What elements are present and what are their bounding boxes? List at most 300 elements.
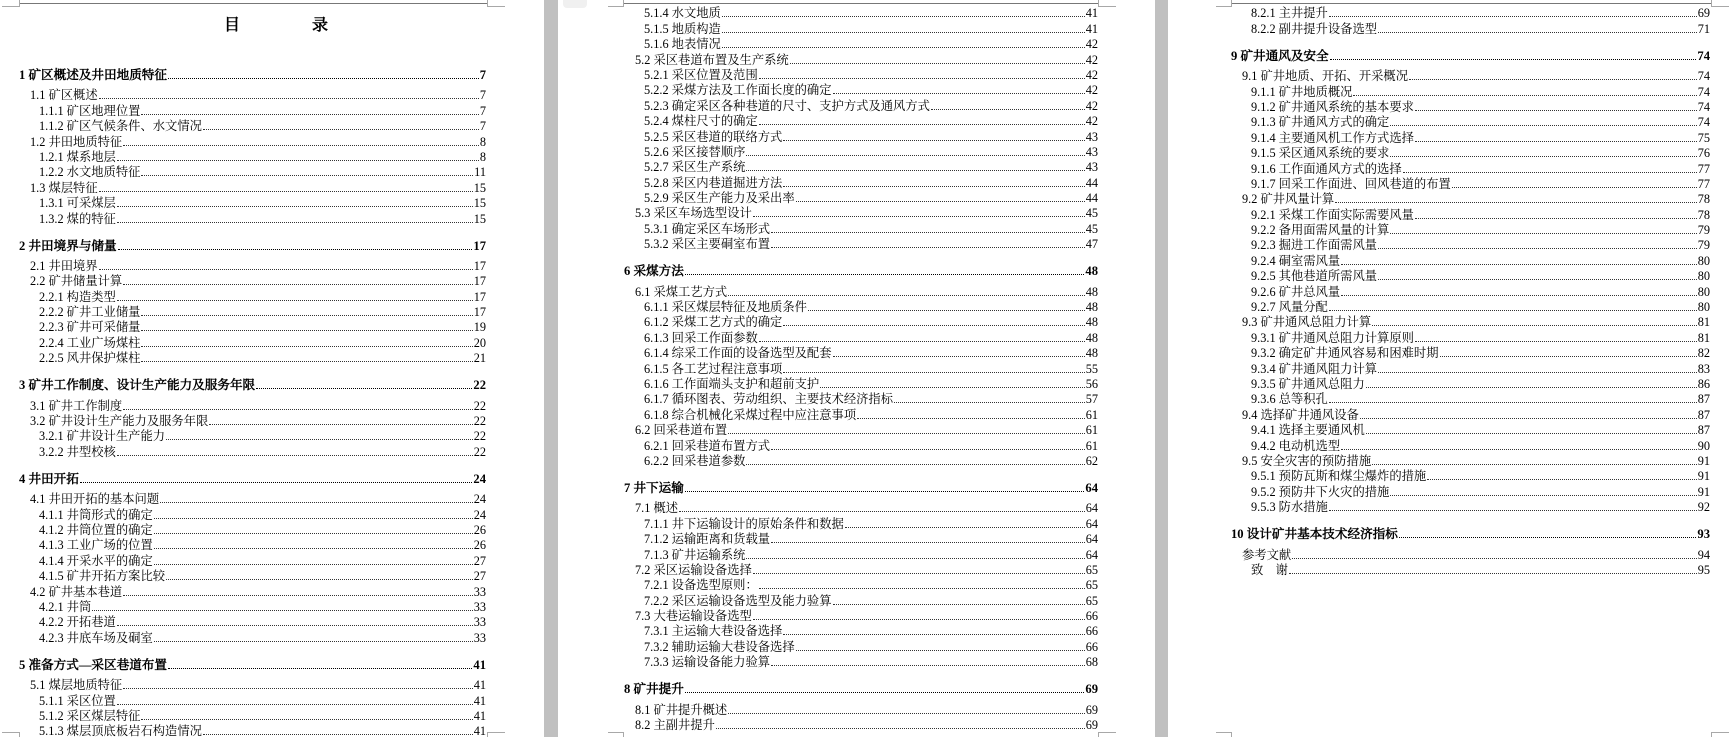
corner-mark: [487, 732, 505, 733]
toc-entry-title: 4.2.1 井筒: [39, 599, 92, 614]
dot-leader: [722, 32, 1085, 33]
toc-subsection-entry[interactable]: [624, 315, 1098, 330]
toc-page-number: 91: [1697, 484, 1710, 499]
toc-page-number: 43: [1085, 129, 1098, 144]
toc-entry-title: 6.1 采煤工艺方式: [635, 284, 728, 299]
dot-leader: [1415, 218, 1697, 219]
dot-leader: [141, 315, 472, 316]
dot-leader: [1415, 341, 1697, 342]
toc-page-number: 74: [1697, 115, 1710, 130]
toc-section-entry[interactable]: [1231, 192, 1710, 207]
dot-leader: [746, 464, 1084, 465]
toc-entry-title: 5.2 采区巷道布置及生产系统: [635, 52, 789, 67]
dot-leader: [160, 502, 473, 503]
toc-subsection-entry[interactable]: [1231, 146, 1710, 161]
dot-leader: [728, 713, 1084, 714]
toc-page-number: 17: [473, 258, 486, 273]
toc-subsection-entry[interactable]: [19, 709, 486, 724]
toc-subsection-entry[interactable]: [1231, 423, 1710, 438]
dot-leader: [679, 511, 1085, 512]
dot-leader: [118, 249, 473, 250]
toc-page-number: 33: [473, 599, 486, 614]
dot-leader: [746, 170, 1084, 171]
toc-subsection-entry[interactable]: [19, 615, 486, 630]
toc-entry-title: 4.1 井田开拓的基本问题: [30, 492, 160, 507]
toc-page-number: 22: [473, 429, 486, 444]
toc-section-entry[interactable]: [19, 180, 486, 195]
dot-leader: [123, 284, 472, 285]
dot-leader: [746, 558, 1084, 559]
toc-entry-title: 2.2.5 风井保护煤柱: [39, 351, 141, 366]
toc-subsection-entry[interactable]: [19, 211, 486, 226]
toc-entry-title: 9 矿井通风及安全: [1231, 48, 1329, 63]
toc-section-entry[interactable]: [19, 88, 486, 103]
toc-subsection-entry[interactable]: [624, 547, 1098, 562]
toc-subsection-entry[interactable]: [1231, 115, 1710, 130]
toc-subsection-entry[interactable]: [624, 532, 1098, 547]
toc-page-number: 41: [1085, 21, 1098, 36]
dot-leader: [783, 186, 1084, 187]
toc-subsection-entry[interactable]: [19, 553, 486, 568]
toc-page-number: 48: [1085, 330, 1098, 345]
toc-chapter-entry[interactable]: [19, 466, 486, 487]
toc-entry-title: 5.2.2 采煤方法及工作面长度的确定: [644, 83, 832, 98]
toc-section-entry[interactable]: [624, 423, 1098, 438]
toc-subsection-entry[interactable]: [1231, 284, 1710, 299]
dot-leader: [790, 63, 1085, 64]
toc-subsection-entry[interactable]: [19, 103, 486, 118]
toc-subsection-entry[interactable]: [624, 114, 1098, 129]
toc-entry-title: 7.3.1 主运输大巷设备选择: [644, 624, 783, 639]
dot-leader: [1390, 156, 1696, 157]
toc-section-entry[interactable]: [1231, 69, 1710, 84]
toc-page-number: 43: [1085, 160, 1098, 175]
toc-entry-title: 5.1.2 采区煤层特征: [39, 708, 141, 723]
dot-leader: [141, 175, 473, 176]
toc-page-number: 33: [473, 584, 486, 599]
toc-subsection-entry[interactable]: [624, 175, 1098, 190]
dot-leader: [833, 604, 1085, 605]
toc-subsection-entry[interactable]: [19, 507, 486, 522]
toc-chapter-entry[interactable]: [19, 372, 486, 393]
toc-section-entry[interactable]: [19, 678, 486, 693]
dot-leader: [771, 247, 1085, 248]
toc-page-number: 15: [473, 180, 486, 195]
toc-page-number: 11: [474, 165, 486, 180]
toc-section-entry[interactable]: [19, 492, 486, 507]
toc-subsection-entry[interactable]: [624, 639, 1098, 654]
dot-leader: [1440, 356, 1697, 357]
toc-subsection-entry[interactable]: [624, 6, 1098, 21]
toc-entry-title: 5.2.4 煤柱尺寸的确定: [644, 114, 758, 129]
toc-entry-title: 9.2.6 矿井总风量: [1251, 284, 1341, 299]
toc-entry-title: 5.1.3 煤层顶底板岩石构造情况: [39, 724, 202, 737]
dot-leader: [1292, 558, 1697, 559]
dot-leader: [1360, 418, 1697, 419]
toc-subsection-entry[interactable]: [1231, 392, 1710, 407]
dot-leader: [1403, 172, 1697, 173]
dot-leader: [783, 634, 1084, 635]
toc-subsection-entry[interactable]: [624, 438, 1098, 453]
toc-page-number: 69: [1085, 682, 1098, 697]
toc-chapter-entry[interactable]: [19, 652, 486, 673]
toc-subsection-entry[interactable]: [19, 351, 486, 366]
toc-section-entry[interactable]: [1231, 454, 1710, 469]
dot-leader: [1329, 16, 1697, 17]
toc-subsection-entry[interactable]: [624, 83, 1098, 98]
toc-page-number: 41: [473, 724, 486, 737]
toc-subsection-entry[interactable]: [1231, 238, 1710, 253]
toc-subsection-entry[interactable]: [1231, 269, 1710, 284]
dot-leader: [771, 232, 1085, 233]
toc-subsection-entry[interactable]: [1231, 130, 1710, 145]
toc-subsection-entry[interactable]: [624, 68, 1098, 83]
toc-subsection-entry[interactable]: [1231, 207, 1710, 222]
dot-leader: [685, 692, 1085, 693]
toc-entry-title: 1 矿区概述及井田地质特征: [19, 68, 167, 82]
toc-section-entry[interactable]: [19, 259, 486, 274]
toc-page-number: 42: [1085, 52, 1098, 67]
dot-leader: [759, 588, 1085, 589]
toc-subsection-entry[interactable]: [624, 129, 1098, 144]
dot-leader: [1390, 233, 1696, 234]
toc-page-number: 42: [1085, 37, 1098, 52]
toc-subsection-entry[interactable]: [624, 191, 1098, 206]
dot-leader: [1289, 573, 1697, 574]
dot-leader: [716, 728, 1085, 729]
toc-subsection-entry[interactable]: [624, 237, 1098, 252]
toc-section-entry[interactable]: [19, 414, 486, 429]
toc-entry-title: 5.1.5 地质构造: [644, 21, 721, 36]
page-scroll-button[interactable]: [563, 0, 587, 8]
toc-page-number: 41: [473, 708, 486, 723]
toc-entry-title: 9.2.5 其他巷道所需风量: [1251, 269, 1378, 284]
toc-entry-title: 8.1 矿井提升概述: [635, 702, 728, 717]
toc-entry-title: 7.2.2 采区运输设备选型及能力验算: [644, 593, 832, 608]
toc-subsection-entry[interactable]: [624, 516, 1098, 531]
toc-page-number: 48: [1085, 284, 1098, 299]
toc-page-number: 80: [1697, 300, 1710, 315]
toc-page-number: 41: [1085, 6, 1098, 21]
dot-leader: [1415, 141, 1697, 142]
toc-page-number: 64: [1085, 532, 1098, 547]
toc-entry-title: 9.2.4 硐室需风量: [1251, 253, 1341, 268]
toc-entry-title: 1.2 井田地质特征: [30, 134, 123, 149]
dot-leader: [1378, 372, 1697, 373]
toc-subsection-entry[interactable]: [1231, 21, 1710, 36]
dot-leader: [99, 191, 473, 192]
toc-chapter-entry[interactable]: [624, 475, 1098, 496]
toc-entry-title: 6.1.2 采煤工艺方式的确定: [644, 315, 783, 330]
toc-section-entry[interactable]: [19, 398, 486, 413]
toc-page-number: 90: [1697, 438, 1710, 453]
toc-subsection-entry[interactable]: [1231, 438, 1710, 453]
toc-page-number: 41: [473, 657, 486, 672]
toc-subsection-entry[interactable]: [19, 523, 486, 538]
toc-section-entry[interactable]: [1231, 315, 1710, 330]
toc-page-number: 65: [1085, 578, 1098, 593]
toc-subsection-entry[interactable]: [19, 693, 486, 708]
dot-leader: [1390, 495, 1696, 496]
toc-chapter-entry[interactable]: [19, 62, 486, 83]
toc-page-number: 15: [473, 211, 486, 226]
dot-leader: [99, 98, 479, 99]
toc-subsection-entry[interactable]: [19, 630, 486, 645]
toc-subsection-entry[interactable]: [624, 37, 1098, 52]
toc-chapter-entry[interactable]: [1231, 43, 1710, 64]
toc-section-entry[interactable]: [624, 718, 1098, 733]
toc-page-number: 77: [1697, 161, 1710, 176]
toc-subsection-entry[interactable]: [1231, 6, 1710, 21]
toc-page-number: 66: [1085, 609, 1098, 624]
dot-leader: [931, 109, 1085, 110]
toc-section-entry[interactable]: [624, 609, 1098, 624]
toc-subsection-entry[interactable]: [19, 150, 486, 165]
toc-entry-title: 5.2.7 采区生产系统: [644, 160, 746, 175]
toc-page-number: 74: [1697, 48, 1710, 63]
toc-subsection-entry[interactable]: [624, 361, 1098, 376]
toc-section-entry[interactable]: [624, 501, 1098, 516]
toc-entry-title: 9.5 安全灾害的预防措施: [1242, 453, 1372, 468]
toc-subsection-entry[interactable]: [624, 98, 1098, 113]
dot-leader: [783, 140, 1084, 141]
toc-page-number: 42: [1085, 67, 1098, 82]
toc-subsection-entry[interactable]: [1231, 177, 1710, 192]
toc-entry-title: 2 井田境界与储量: [19, 238, 117, 253]
corner-mark: [1216, 732, 1232, 733]
toc-subsection-entry[interactable]: [624, 624, 1098, 639]
toc-subsection-entry[interactable]: [624, 578, 1098, 593]
toc-title: 目 录: [224, 15, 357, 34]
toc-page-number: 86: [1697, 376, 1710, 391]
toc-page-number: 26: [473, 538, 486, 553]
dot-leader: [154, 548, 473, 549]
toc-section-entry[interactable]: [1231, 547, 1710, 562]
toc-page-number: 8: [479, 134, 486, 149]
toc-section-entry[interactable]: [1231, 407, 1710, 422]
toc-subsection-entry[interactable]: [1231, 346, 1710, 361]
dot-leader: [722, 47, 1085, 48]
toc-page-number: 74: [1697, 99, 1710, 114]
toc-entry-title: 7.3 大巷运输设备选型: [635, 609, 752, 624]
toc-subsection-entry[interactable]: [1231, 361, 1710, 376]
toc-entry-title: 7.3.2 辅助运输大巷设备选择: [644, 639, 795, 654]
corner-mark: [1711, 732, 1729, 733]
toc-subsection-entry[interactable]: [19, 724, 486, 737]
toc-page-number: 7: [479, 68, 486, 82]
toc-subsection-entry[interactable]: [1231, 223, 1710, 238]
toc-page-number: 17: [473, 289, 486, 304]
toc-page-number: 41: [473, 678, 486, 693]
dot-leader: [833, 93, 1085, 94]
corner-mark: [1098, 732, 1116, 733]
toc-page-number: 24: [473, 492, 486, 507]
dot-leader: [117, 160, 479, 161]
toc-page-number: 22: [473, 414, 486, 429]
toc-subsection-entry[interactable]: [1231, 253, 1710, 268]
toc-subsection-entry[interactable]: [1231, 100, 1710, 115]
toc-entry-title: 2.2.2 矿井工业储量: [39, 305, 141, 320]
toc-page-number: 44: [1085, 191, 1098, 206]
toc-entry-title: 4.2.3 井底车场及硐室: [39, 630, 153, 645]
toc-subsection-entry[interactable]: [624, 392, 1098, 407]
toc-section-entry[interactable]: [624, 284, 1098, 299]
toc-entry-title: 5.2.5 采区巷道的联络方式: [644, 129, 783, 144]
dot-leader: [1366, 387, 1697, 388]
toc-entry-title: 5.1.6 地表情况: [644, 37, 721, 52]
toc-list: [624, 6, 1098, 733]
toc-entry-title: 4.1.5 矿井开拓方案比较: [39, 569, 166, 584]
toc-subsection-entry[interactable]: [19, 289, 486, 304]
toc-subsection-entry[interactable]: [624, 655, 1098, 670]
toc-subsection-entry[interactable]: [1231, 484, 1710, 499]
dot-leader: [154, 641, 473, 642]
toc-page-number: 80: [1697, 284, 1710, 299]
toc-section-entry[interactable]: [624, 702, 1098, 717]
toc-subsection-entry[interactable]: [1231, 500, 1710, 515]
toc-subsection-entry[interactable]: [624, 330, 1098, 345]
toc-section-entry[interactable]: [19, 584, 486, 599]
toc-page-number: 92: [1697, 500, 1710, 515]
toc-page-number: 62: [1085, 453, 1098, 468]
toc-chapter-entry[interactable]: [624, 258, 1098, 279]
toc-entry-title: 6.1.1 采区煤层特征及地质条件: [644, 300, 807, 315]
toc-section-entry[interactable]: [19, 274, 486, 289]
toc-page-number: 27: [473, 553, 486, 568]
toc-entry-title: 7.1 概述: [635, 501, 679, 516]
header-rule: [1232, 3, 1711, 4]
toc-subsection-entry[interactable]: [1231, 563, 1710, 578]
toc-entry-title: 9.1.3 矿井通风方式的确定: [1251, 115, 1390, 130]
toc-page-number: 64: [1085, 480, 1098, 495]
dot-leader: [209, 424, 472, 425]
toc-subsection-entry[interactable]: [624, 221, 1098, 236]
toc-subsection-entry[interactable]: [624, 21, 1098, 36]
toc-subsection-entry[interactable]: [19, 165, 486, 180]
toc-entry-title: 6.2.2 回采巷道参数: [644, 453, 746, 468]
dot-leader: [857, 418, 1085, 419]
toc-page-number: 64: [1085, 547, 1098, 562]
dot-leader: [833, 356, 1085, 357]
toc-subsection-entry[interactable]: [1231, 469, 1710, 484]
toc-entry-title: 3.1 矿井工作制度: [30, 398, 123, 413]
toc-page-number: 15: [473, 196, 486, 211]
toc-entry-title: 9.3.6 总等积孔: [1251, 392, 1328, 407]
dot-leader: [1409, 79, 1697, 80]
toc-subsection-entry[interactable]: [624, 593, 1098, 608]
dot-leader: [141, 719, 472, 720]
toc-page-number: 69: [1085, 702, 1098, 717]
toc-subsection-entry[interactable]: [1231, 330, 1710, 345]
corner-mark: [1216, 6, 1232, 7]
toc-section-entry[interactable]: [624, 563, 1098, 578]
toc-subsection-entry[interactable]: [19, 569, 486, 584]
toc-entry-title: 5.1.1 采区位置: [39, 693, 116, 708]
toc-page-number: 42: [1085, 83, 1098, 98]
toc-section-entry[interactable]: [624, 206, 1098, 221]
toc-subsection-entry[interactable]: [624, 145, 1098, 160]
toc-entry-title: 6.1.8 综合机械化采煤过程中应注意事项: [644, 407, 857, 422]
dot-leader: [123, 409, 472, 410]
dot-leader: [1427, 479, 1696, 480]
toc-section-entry[interactable]: [19, 134, 486, 149]
toc-page-number: 68: [1085, 655, 1098, 670]
toc-subsection-entry[interactable]: [624, 454, 1098, 469]
dot-leader: [1341, 449, 1697, 450]
toc-page-number: 8: [479, 149, 486, 164]
toc-subsection-entry[interactable]: [1231, 377, 1710, 392]
toc-page-number: 26: [473, 522, 486, 537]
dot-leader: [759, 341, 1085, 342]
toc-page-number: 94: [1697, 547, 1710, 562]
toc-entry-title: 5.2.1 采区位置及范围: [644, 67, 758, 82]
toc-subsection-entry[interactable]: [624, 346, 1098, 361]
toc-chapter-entry[interactable]: [1231, 521, 1710, 542]
toc-page-number: 42: [1085, 114, 1098, 129]
toc-page-number: 83: [1697, 361, 1710, 376]
toc-subsection-entry[interactable]: [624, 300, 1098, 315]
dot-leader: [1415, 110, 1697, 111]
toc-page-number: 76: [1697, 146, 1710, 161]
dot-leader: [1341, 264, 1697, 265]
dot-leader: [1399, 537, 1697, 538]
toc-subsection-entry[interactable]: [1231, 300, 1710, 315]
toc-subsection-entry[interactable]: [19, 335, 486, 350]
toc-subsection-entry[interactable]: [624, 407, 1098, 422]
toc-entry-title: 9.1.6 工作面通风方式的选择: [1251, 161, 1402, 176]
toc-subsection-entry[interactable]: [1231, 84, 1710, 99]
dot-leader: [141, 114, 478, 115]
toc-subsection-entry[interactable]: [1231, 161, 1710, 176]
dot-leader: [753, 573, 1085, 574]
dot-leader: [141, 346, 472, 347]
toc-subsection-entry[interactable]: [19, 538, 486, 553]
dot-leader: [728, 433, 1084, 434]
toc-page-number: 80: [1697, 253, 1710, 268]
toc-chapter-entry[interactable]: [19, 233, 486, 254]
dot-leader: [99, 269, 473, 270]
toc-subsection-entry[interactable]: [19, 429, 486, 444]
toc-page-number: 48: [1085, 300, 1098, 315]
toc-subsection-entry[interactable]: [19, 600, 486, 615]
dot-leader: [759, 124, 1085, 125]
toc-page-number: 17: [473, 238, 486, 253]
toc-entry-title: 5.2.8 采区内巷道掘进方法: [644, 175, 783, 190]
toc-subsection-entry[interactable]: [624, 377, 1098, 392]
toc-page-number: 91: [1697, 453, 1710, 468]
toc-subsection-entry[interactable]: [19, 444, 486, 459]
dot-leader: [1329, 402, 1697, 403]
toc-subsection-entry[interactable]: [19, 305, 486, 320]
dot-leader: [771, 449, 1085, 450]
toc-entry-title: 9.3 矿井通风总阻力计算: [1242, 315, 1372, 330]
dot-leader: [1366, 433, 1697, 434]
toc-entry-title: 1.3.2 煤的特征: [39, 211, 116, 226]
toc-subsection-entry[interactable]: [624, 160, 1098, 175]
toc-section-entry[interactable]: [624, 52, 1098, 67]
corner-mark: [19, 732, 20, 737]
toc-page-number: 56: [1085, 376, 1098, 391]
dot-leader: [80, 482, 473, 483]
dot-leader: [746, 155, 1084, 156]
toc-subsection-entry[interactable]: [19, 196, 486, 211]
dot-leader: [154, 518, 473, 519]
toc-subsection-entry[interactable]: [19, 119, 486, 134]
toc-subsection-entry[interactable]: [19, 320, 486, 335]
header-rule: [20, 3, 487, 4]
toc-chapter-entry[interactable]: [624, 676, 1098, 697]
toc-page-number: 57: [1085, 392, 1098, 407]
